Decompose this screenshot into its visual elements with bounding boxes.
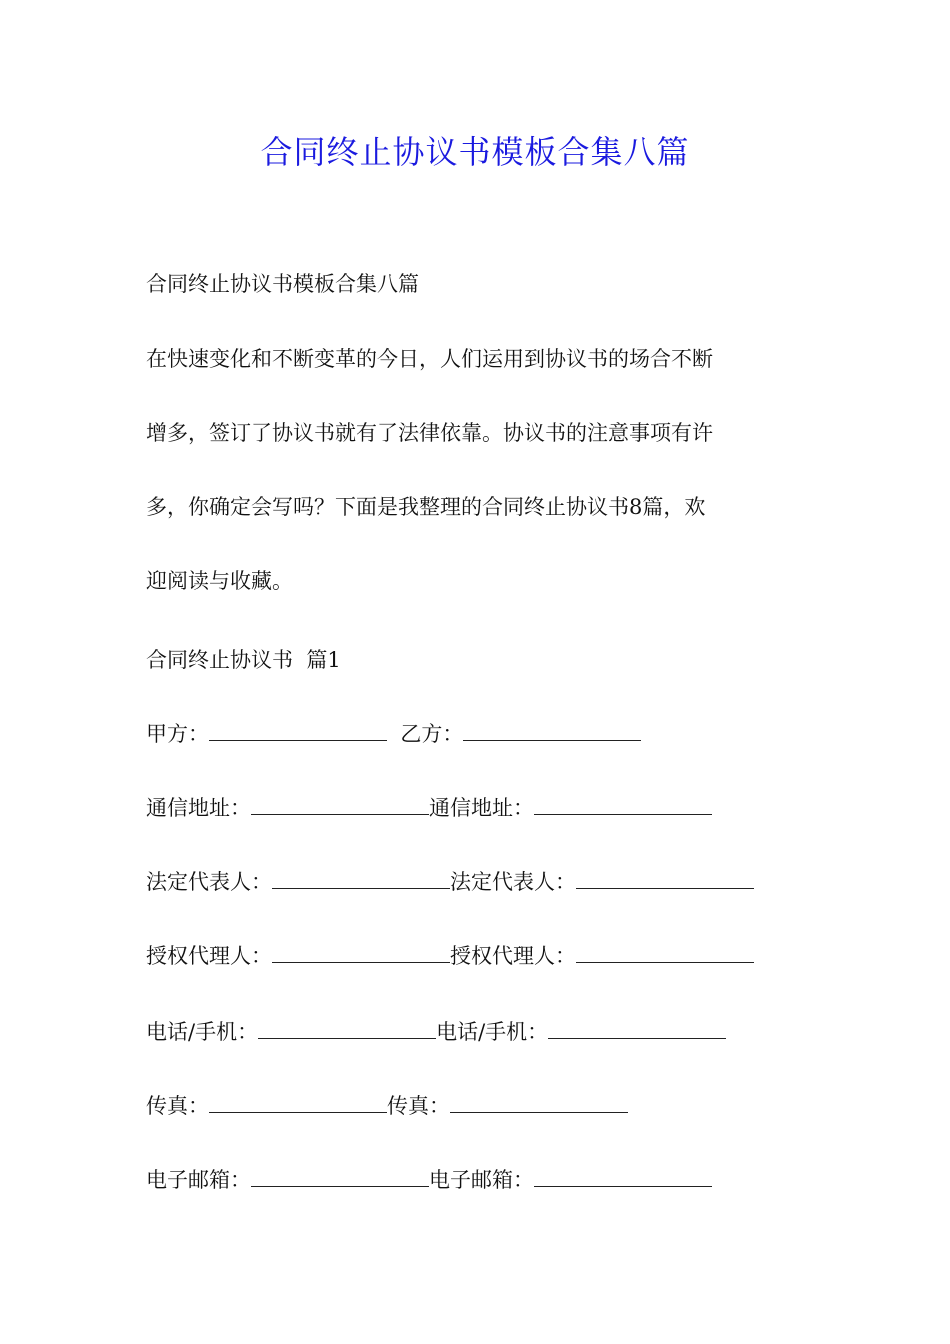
field-label-right: 电子邮箱： bbox=[429, 1168, 534, 1192]
blank-line[interactable] bbox=[463, 720, 641, 741]
field-row-party bbox=[146, 718, 816, 750]
intro-line: 多，你确定会写吗？下面是我整理的合同终止协议书8篇，欢 bbox=[146, 495, 706, 519]
blank-line[interactable] bbox=[576, 868, 754, 889]
field-label-left: 法定代表人： bbox=[146, 870, 272, 894]
field-label-left: 电子邮箱： bbox=[146, 1168, 251, 1192]
blank-line[interactable] bbox=[576, 942, 754, 963]
blank-line[interactable] bbox=[534, 794, 712, 815]
document-subtitle: 合同终止协议书模板合集八篇 bbox=[146, 272, 419, 296]
blank-line[interactable] bbox=[534, 1166, 712, 1187]
document-title: 合同终止协议书模板合集八篇 bbox=[260, 133, 690, 171]
field-row-agent bbox=[146, 940, 816, 972]
field-label-right: 乙方： bbox=[387, 722, 464, 746]
field-label-left: 授权代理人： bbox=[146, 944, 272, 968]
field-label-right: 电话/手机： bbox=[436, 1020, 549, 1044]
blank-line[interactable] bbox=[450, 1092, 628, 1113]
blank-line[interactable] bbox=[251, 794, 429, 815]
blank-line[interactable] bbox=[251, 1166, 429, 1187]
field-row-phone bbox=[146, 1016, 816, 1048]
field-label-left: 传真： bbox=[146, 1094, 209, 1118]
section-heading: 合同终止协议书 篇1 bbox=[146, 648, 341, 672]
intro-line: 在快速变化和不断变革的今日，人们运用到协议书的场合不断 bbox=[146, 347, 713, 371]
field-row-legal-rep bbox=[146, 866, 816, 898]
field-label-left: 通信地址： bbox=[146, 796, 251, 820]
field-row-fax bbox=[146, 1090, 816, 1122]
intro-line: 迎阅读与收藏。 bbox=[146, 569, 293, 593]
field-label-right: 通信地址： bbox=[429, 796, 534, 820]
field-label-left: 电话/手机： bbox=[146, 1020, 259, 1044]
blank-line[interactable] bbox=[209, 720, 387, 741]
blank-line[interactable] bbox=[272, 868, 450, 889]
blank-line[interactable] bbox=[258, 1018, 436, 1039]
field-row-email bbox=[146, 1164, 816, 1196]
field-label-left: 甲方： bbox=[146, 722, 209, 746]
field-label-right: 授权代理人： bbox=[450, 944, 576, 968]
field-row-address bbox=[146, 792, 816, 824]
blank-line[interactable] bbox=[209, 1092, 387, 1113]
intro-line: 增多，签订了协议书就有了法律依靠。协议书的注意事项有许 bbox=[146, 421, 713, 445]
field-label-right: 传真： bbox=[387, 1094, 450, 1118]
blank-line[interactable] bbox=[272, 942, 450, 963]
intro-paragraph bbox=[146, 322, 806, 618]
field-label-right: 法定代表人： bbox=[450, 870, 576, 894]
blank-line[interactable] bbox=[548, 1018, 726, 1039]
